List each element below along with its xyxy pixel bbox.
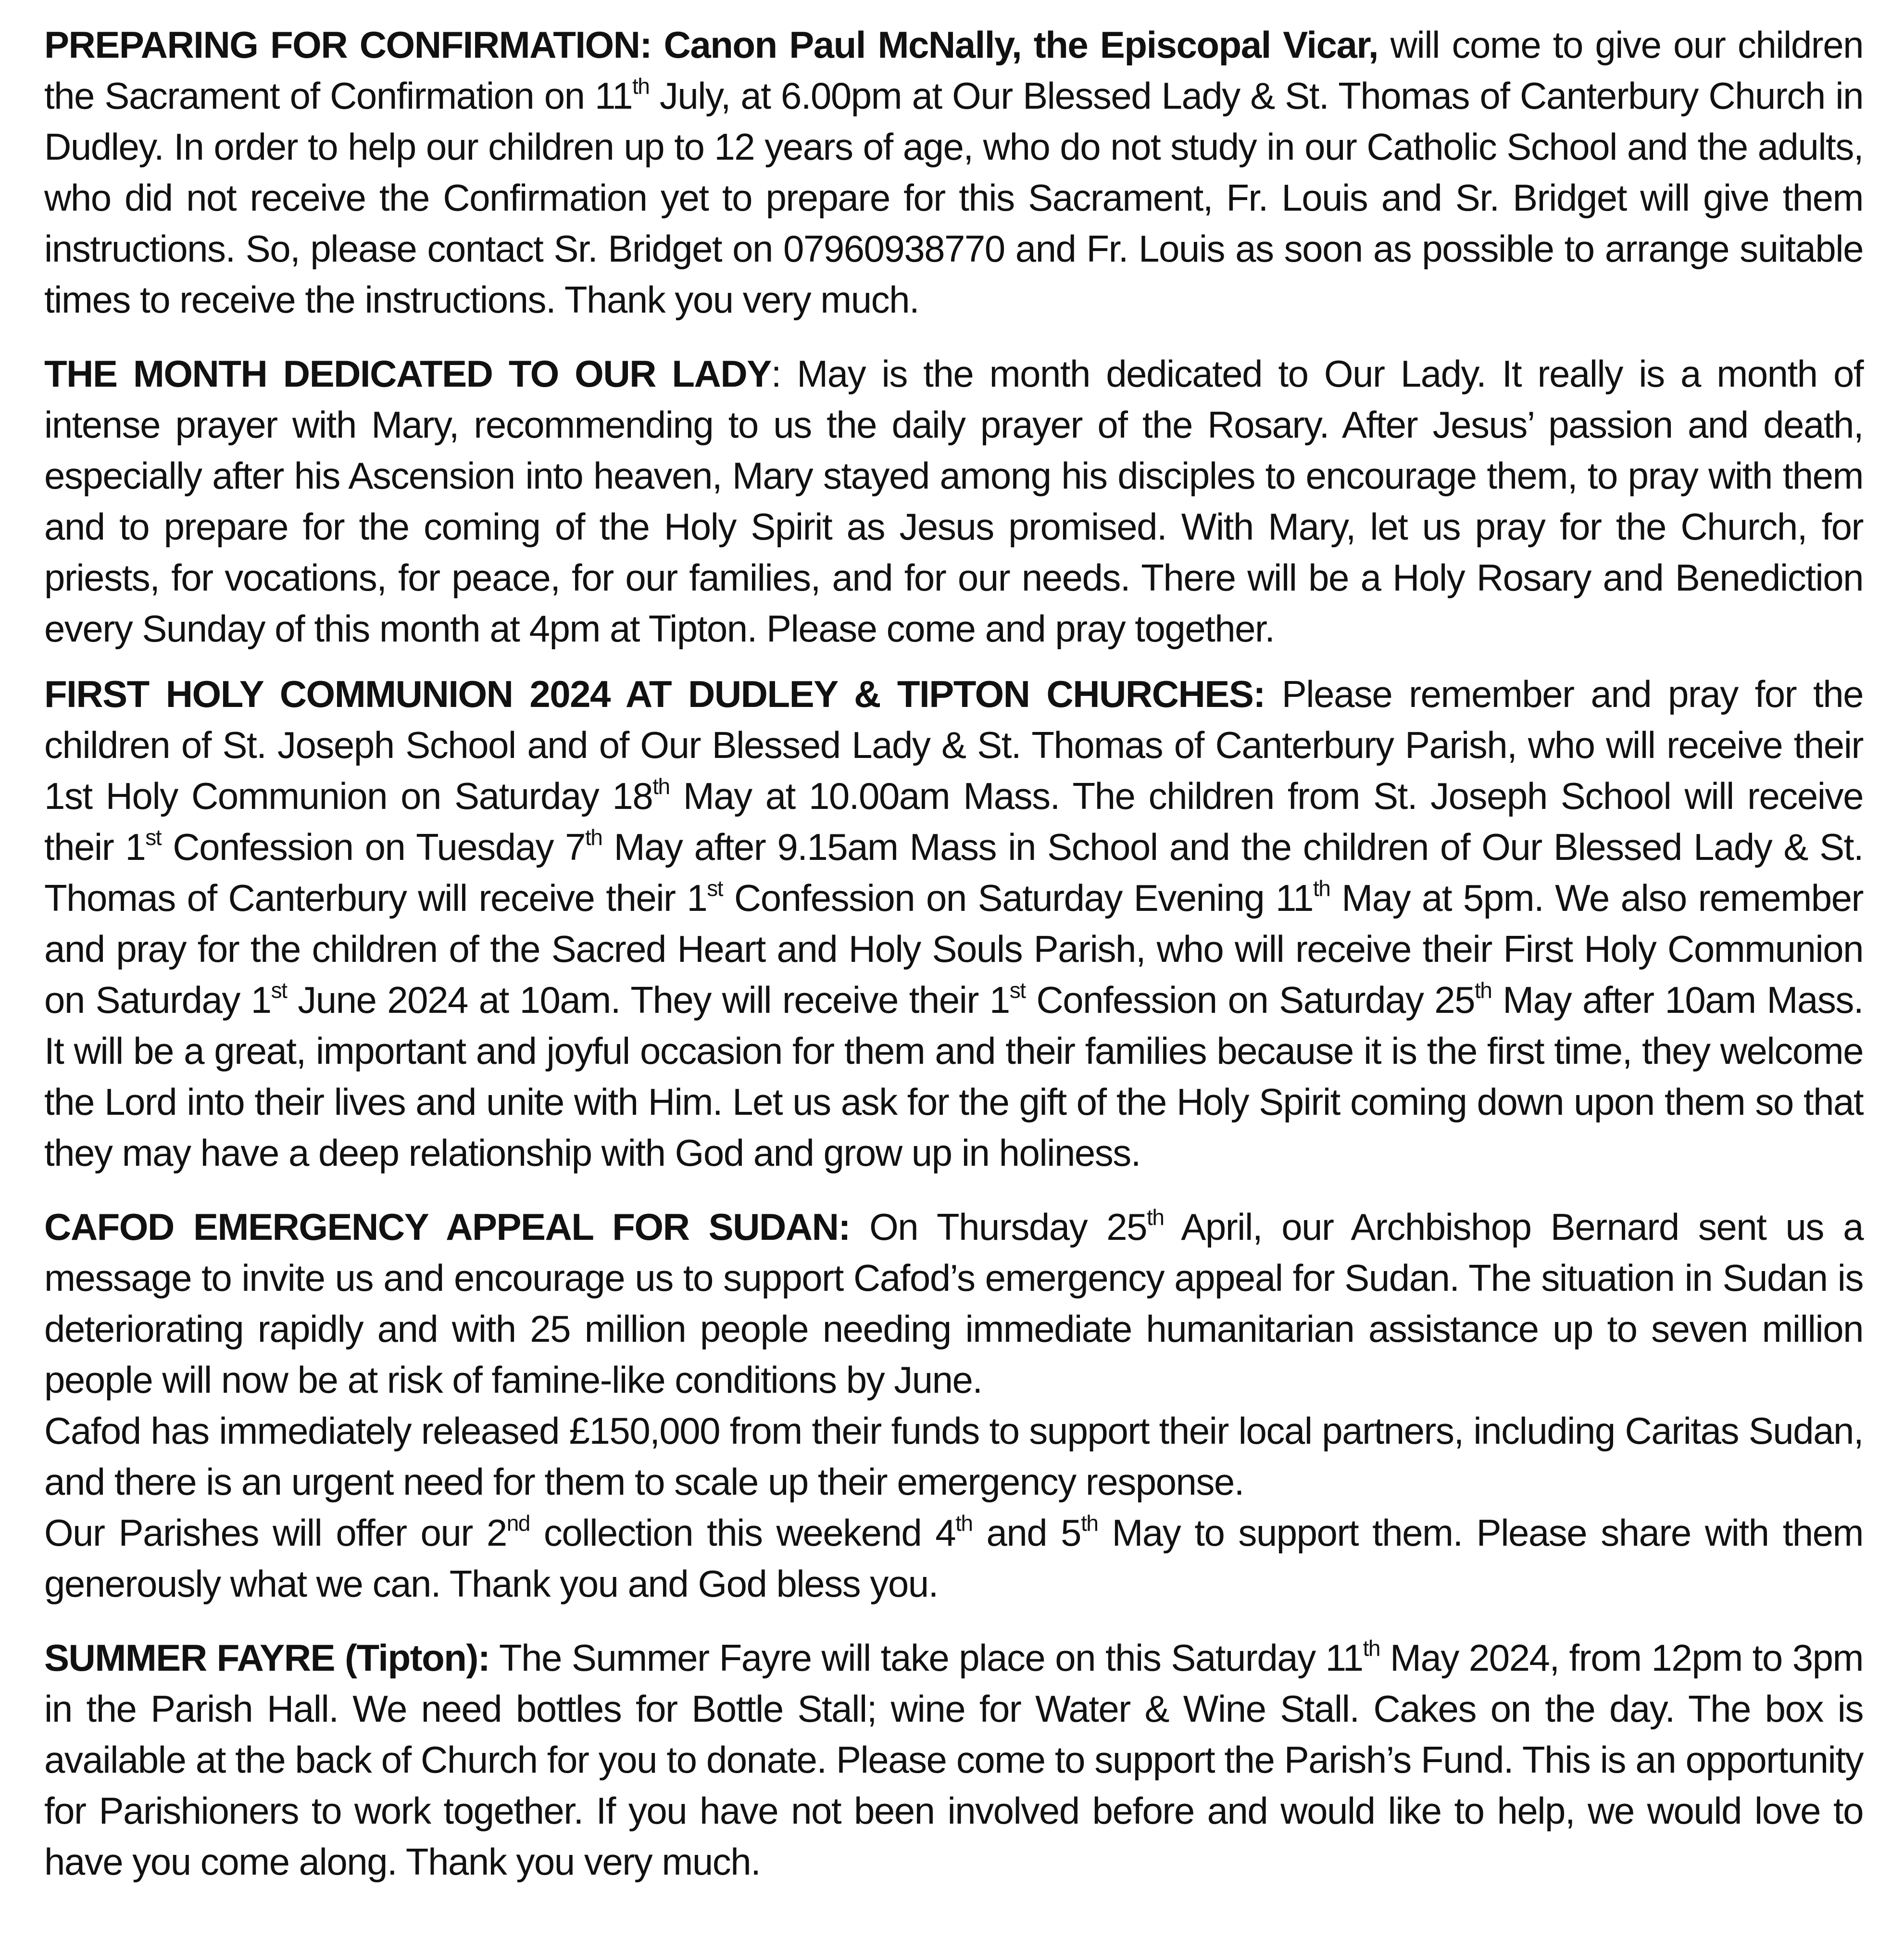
notice-text: May after 9.15am Mass in School and the children of Our Blessed Lady & St. Thomas of Canterbury will receive their 1 (44, 826, 1863, 919)
ordinal-suffix: th (1313, 876, 1330, 901)
ordinal-suffix: th (1475, 978, 1492, 1003)
notice-heading: FIRST HOLY COMMUNION 2024 AT DUDLEY & TIPTON CHURCHES: (44, 673, 1265, 715)
ordinal-suffix: st (145, 825, 162, 850)
ordinal-suffix: th (585, 825, 602, 850)
notice-cafod-appeal (44, 1201, 1863, 1609)
notice-heading: THE MONTH DEDICATED TO OUR LADY (44, 353, 771, 395)
ordinal-suffix: th (632, 74, 650, 99)
ordinal-suffix: th (1081, 1511, 1098, 1536)
notice-text: collection this weekend 4 (529, 1512, 956, 1554)
notice-text: April, our Archbishop Bernard sent us a message to invite us and encourage us to support Cafod’s emergency appeal for Sudan. The situation in Sudan is deteriorating rapidly and with 25 million people needing immediate humanitarian assistance up to seven million people will now be at risk of famine-like conditions by June. (44, 1206, 1863, 1401)
notice-summer-fayre (44, 1632, 1863, 1887)
notice-text: will come to give our children the Sacrament of Confirmation on 11 (44, 24, 1863, 117)
notice-text: Our Parishes will offer our 2 (44, 1512, 507, 1554)
notice-text: On Thursday 25 (850, 1206, 1147, 1248)
ordinal-suffix: th (652, 774, 670, 799)
notice-text: July, at 6.00pm at Our Blessed Lady & St. Thomas of Canterbury Church in Dudley. In order to help our children up to 12 years of age, who do not study in our Catholic School and the adults, who did not receive the Confirmation yet to prepare for this Sacrament, Fr. Louis and Sr. Bridget will give them instructions. So, please contact Sr. Bridget on 07960938770 and Fr. Louis as soon as possible to arrange suitable times to receive the instructions. Thank you very much. (44, 75, 1863, 321)
notice-text: May at 10.00am Mass. The children from St. Joseph School will receive their 1 (44, 775, 1863, 868)
ordinal-suffix: th (955, 1511, 973, 1536)
ordinal-suffix: st (1009, 978, 1026, 1003)
notice-text: The Summer Fayre will take place on this Saturday 11 (489, 1637, 1363, 1679)
ordinal-suffix: th (1147, 1205, 1164, 1230)
notice-text: Cafod has immediately released £150,000 from their funds to support their local partners, including Caritas Sudan, and there is an urgent need for them to scale up their emergency response. (44, 1410, 1863, 1503)
notice-heading: PREPARING FOR CONFIRMATION: Canon Paul McNally, the Episcopal Vicar, (44, 24, 1378, 66)
ordinal-suffix: st (271, 978, 287, 1003)
notice-text: June 2024 at 10am. They will receive their 1 (287, 979, 1010, 1021)
ordinal-suffix: st (707, 876, 723, 901)
ordinal-suffix: th (1363, 1636, 1380, 1661)
notice-month-our-lady (44, 348, 1863, 654)
notice-text: Confession on Saturday 25 (1025, 979, 1475, 1021)
notice-text: : May is the month dedicated to Our Lady. It really is a month of intense prayer with Mary, recommending to us the daily prayer of the Rosary. After Jesus’ passion and death, especially after his Ascension into heaven, Mary stayed among his disciples to encourage them, to pray with them and to prepare for the coming of the Holy Spirit as Jesus promised. With Mary, let us pray for the Church, for priests, for vocations, for peace, for our families, and for our needs. There will be a Holy Rosary and Benediction every Sunday of this month at 4pm at Tipton. Please come and pray together. (44, 353, 1864, 650)
notice-text: and 5 (972, 1512, 1081, 1554)
notice-text: May 2024, from 12pm to 3pm in the Parish Hall. We need bottles for Bottle Stall; wine for Water & Wine Stall. Cakes on the day. The box is available at the back of Church for you to donate. Please come to support the Parish’s Fund. This is an opportunity for Parishioners to work together. If you have not been involved before and would like to help, we would love to have you come along. Thank you very much. (44, 1637, 1863, 1883)
notice-text: May to support them. Please share with them generously what we can. Thank you and God bless you. (44, 1512, 1863, 1605)
notice-heading: CAFOD EMERGENCY APPEAL FOR SUDAN: (44, 1206, 850, 1248)
notice-confirmation (44, 19, 1863, 325)
notice-text: May at 5pm. We also remember and pray for the children of the Sacred Heart and Holy Souls Parish, who will receive their First Holy Communion on Saturday 1 (44, 877, 1863, 1021)
notice-first-holy-communion (44, 668, 1863, 1178)
notice-heading: SUMMER FAYRE (Tipton): (44, 1637, 490, 1679)
ordinal-suffix: nd (506, 1511, 530, 1536)
notice-text: Confession on Saturday Evening 11 (723, 877, 1313, 919)
notice-text: May after 10am Mass. It will be a great, important and joyful occasion for them and their families because it is the first time, they welcome the Lord into their lives and unite with Him. Let us ask for the gift of the Holy Spirit coming down upon them so that they may have a deep relationship with God and grow up in holiness. (44, 979, 1863, 1174)
notice-text: Confession on Tuesday 7 (161, 826, 586, 868)
notice-text: Please remember and pray for the children of St. Joseph School and of Our Blessed Lady & St. Thomas of Canterbury Parish, who will receive their 1st Holy Communion on Saturday 18 (44, 673, 1863, 817)
